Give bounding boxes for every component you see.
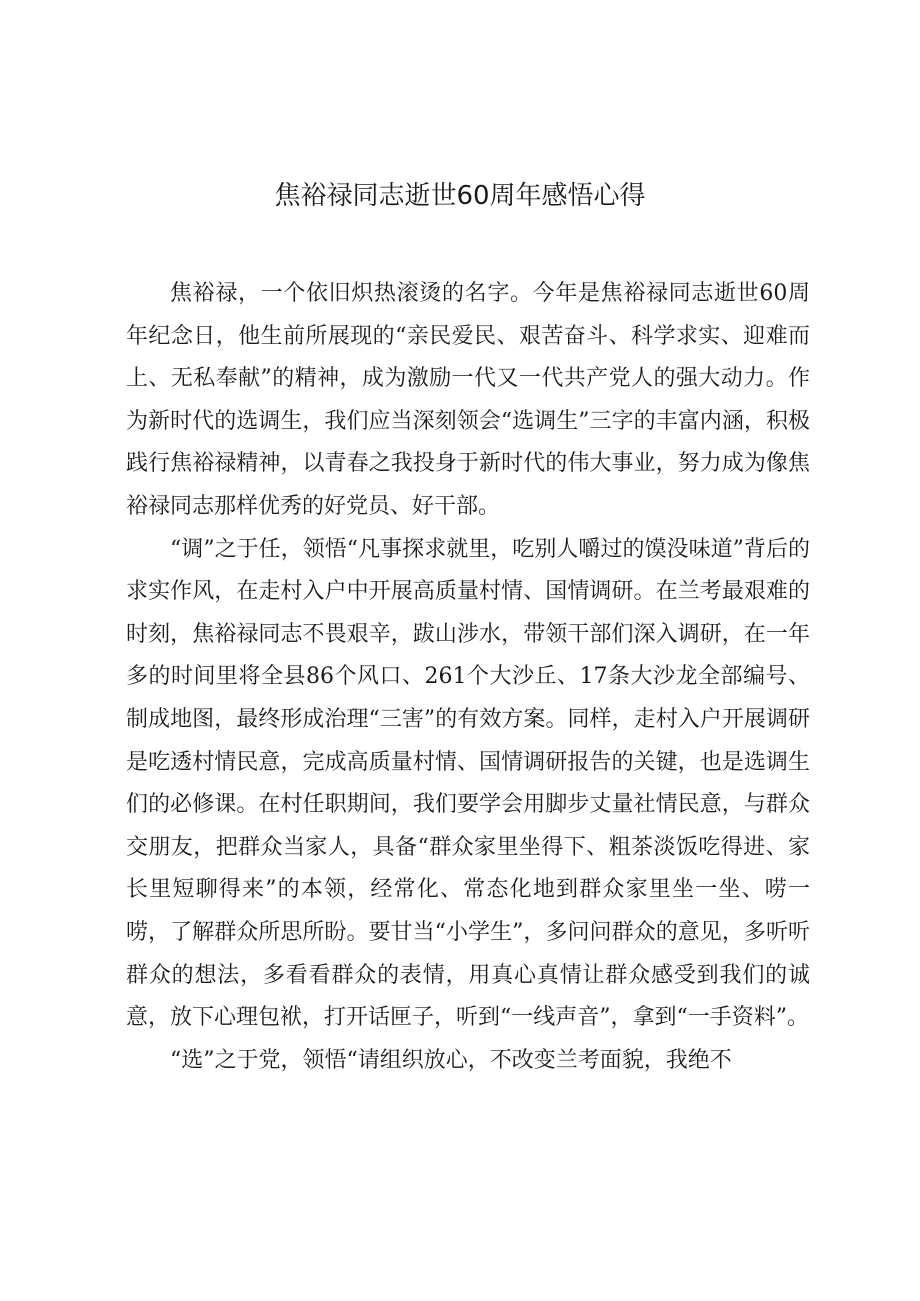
document-title: 焦裕禄同志逝世60周年感悟心得: [274, 181, 646, 211]
paragraph-intro: 焦裕禄，一个依旧炽热滚烫的名字。今年是焦裕禄同志逝世60周年纪念日，他生前所展现的“亲民爱民、艰苦奋斗、科学求实、迎难而上、无私奉献”的精神，成为激励一代又一代共产党人的强大动力。作为新时代的选调生，我们应当深刻领会“选调生”三字的丰富内涵，积极践行焦裕禄精神，以青春之我投身于新时代的伟大事业，努力成为像焦裕禄同志那样优秀的好党员、好干部。: [126, 281, 810, 519]
document-body: [126, 273, 810, 1082]
paragraph-xuan: “选”之于党，领悟“请组织放心，不改变兰考面貌，我绝不: [170, 1047, 732, 1073]
paragraph-tiao: “调”之于任，领悟“凡事探求就里，吃别人嚼过的馍没味道”背后的求实作风，在走村入户中开展高质量村情、国情调研。在兰考最艰难的时刻，焦裕禄同志不畏艰辛，跋山涉水，带领干部们深入调研，在一年多的时间里将全县86个风口、261个大沙丘、17条大沙龙全部编号、制成地图，最终形成治理“三害”的有效方案。同样，走村入户开展调研是吃透村情民意，完成高质量村情、国情调研报告的关键，也是选调生们的必修课。在村任职期间，我们要学会用脚步丈量社情民意，与群众交朋友，把群众当家人，具备“群众家里坐得下、粗茶淡饭吃得进、家长里短聊得来”的本领，经常化、常态化地到群众家里坐一坐、唠一唠，了解群众所思所盼。要甘当“小学生”，多问问群众的意见，多听听群众的想法，多看看群众的表情，用真心真情让群众感受到我们的诚意，放下心理包袱，打开话匣子，听到“一线声音”，拿到“一手资料”。: [126, 536, 810, 1031]
